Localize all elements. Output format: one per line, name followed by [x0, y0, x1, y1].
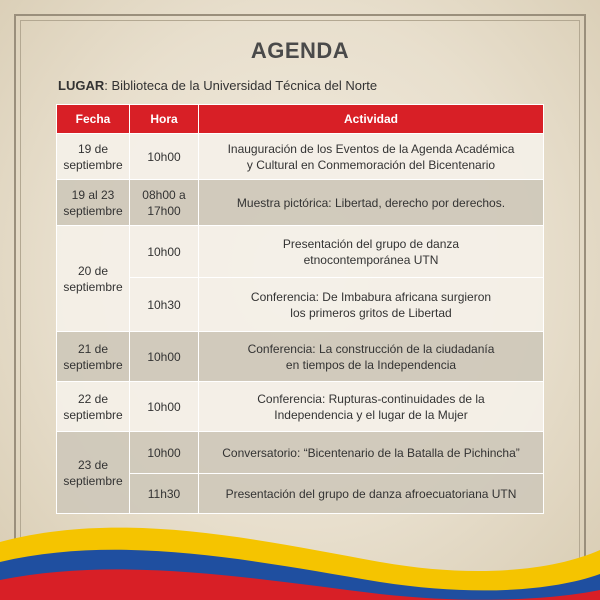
hora-cell: 10h00	[130, 432, 199, 474]
hora-cell: 10h30	[130, 278, 199, 332]
header-hora: Hora	[130, 105, 199, 134]
actividad-cell: Conferencia: La construcción de la ciudadanía en tiempos de la Independencia	[199, 332, 544, 382]
fecha-cell: 19 al 23 septiembre	[57, 180, 130, 226]
table-row	[57, 180, 544, 226]
table-row	[57, 134, 544, 180]
location-value: : Biblioteca de la Universidad Técnica del Norte	[104, 78, 378, 93]
actividad-cell: Conferencia: De Imbabura africana surgieron los primeros gritos de Libertad	[199, 278, 544, 332]
hora-cell: 10h00	[130, 382, 199, 432]
hora-cell: 10h00	[130, 332, 199, 382]
actividad-cell: Conversatorio: “Bicentenario de la Batalla de Pichincha”	[199, 432, 544, 474]
fecha-cell: 21 de septiembre	[57, 332, 130, 382]
hora-cell: 10h00	[130, 134, 199, 180]
page-title: AGENDA	[250, 38, 350, 63]
actividad-cell: Inauguración de los Eventos de la Agenda Académica y Cultural en Conmemoración del Bicentenario	[199, 134, 544, 180]
hora-cell: 10h00	[130, 226, 199, 278]
fecha-cell: 20 de septiembre	[57, 226, 130, 332]
actividad-cell: Conferencia: Rupturas-continuidades de la Independencia y el lugar de la Mujer	[199, 382, 544, 432]
table-row	[57, 332, 544, 382]
hora-cell: 08h00 a 17h00	[130, 180, 199, 226]
fecha-cell: 23 de septiembre	[57, 432, 130, 514]
actividad-cell: Muestra pictórica: Libertad, derecho por derechos.	[199, 180, 544, 226]
location-line	[58, 78, 377, 93]
header-actividad: Actividad	[199, 105, 544, 134]
table-row	[57, 278, 544, 332]
fecha-cell: 22 de septiembre	[57, 382, 130, 432]
fecha-cell: 19 de septiembre	[57, 134, 130, 180]
agenda-table	[56, 104, 544, 514]
table-header-row	[57, 105, 544, 134]
hora-cell: 11h30	[130, 474, 199, 514]
table-row	[57, 382, 544, 432]
table-row	[57, 226, 544, 278]
location-label: LUGAR	[58, 78, 105, 93]
flag-ribbon	[0, 500, 600, 600]
actividad-cell: Presentación del grupo de danza etnocontemporánea UTN	[199, 226, 544, 278]
actividad-cell: Presentación del grupo de danza afroecuatoriana UTN	[199, 474, 544, 514]
header-fecha: Fecha	[57, 105, 130, 134]
table-row	[57, 432, 544, 474]
